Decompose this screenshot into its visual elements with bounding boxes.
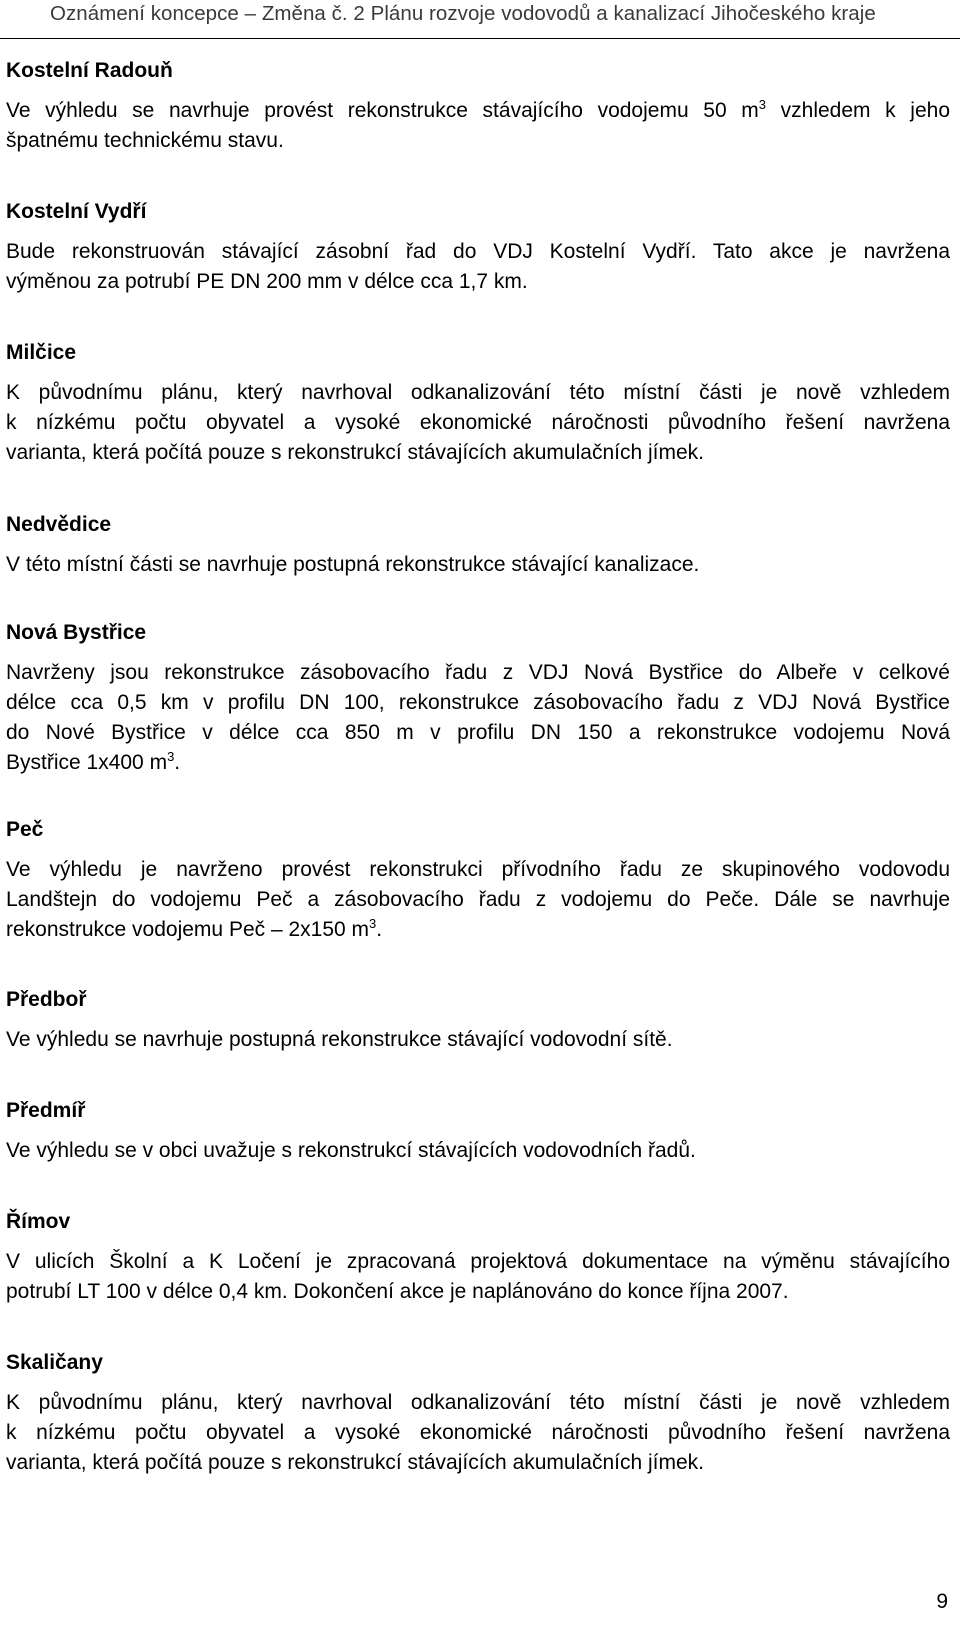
section-nedvedice (6, 510, 950, 580)
section-heading: Milčice (6, 341, 77, 364)
paragraph-line: K původnímu plánu, který navrhoval odkanalizování této místní části je nově vzhledem (6, 1391, 950, 1414)
superscript: 3 (369, 916, 377, 931)
section-paragraph (6, 658, 950, 778)
section-heading: Předmíř (6, 1099, 86, 1122)
section-skalicany (6, 1348, 950, 1478)
section-paragraph (6, 1025, 950, 1055)
paragraph-line: Landštejn do vodojemu Peč a zásobovacího řadu z vodojemu do Peče. Dále se navrhuje (6, 888, 950, 911)
paragraph-line: špatnému technickému stavu. (6, 129, 284, 152)
section-heading: Kostelní Radouň (6, 59, 173, 82)
section-heading: Skaličany (6, 1351, 103, 1374)
section-heading: Peč (6, 818, 44, 841)
section-predmir (6, 1096, 950, 1166)
section-paragraph (6, 550, 950, 580)
section-kostelni-radoun (6, 56, 950, 156)
section-nova-bystrice (6, 618, 950, 778)
paragraph-line: varianta, která počítá pouze s rekonstrukcí stávajících akumulačních jímek. (6, 1451, 704, 1474)
header-divider (0, 38, 960, 39)
paragraph-line: výměnou za potrubí PE DN 200 mm v délce cca 1,7 km. (6, 270, 528, 293)
paragraph-line: K původnímu plánu, který navrhoval odkanalizování této místní části je nově vzhledem (6, 381, 950, 404)
section-heading: Římov (6, 1210, 71, 1233)
paragraph-line: rekonstrukce vodojemu Peč – 2x150 $m^3$. (6, 916, 383, 941)
section-heading: Nedvědice (6, 513, 112, 536)
superscript: 3 (758, 97, 766, 112)
paragraph-line: potrubí LT 100 v délce 0,4 km. Dokončení akce je naplánováno do konce října 2007. (6, 1280, 789, 1303)
section-pec (6, 815, 950, 945)
paragraph-line: Navrženy jsou rekonstrukce zásobovacího řadu z VDJ Nová Bystřice do Albeře v celkové (6, 661, 950, 684)
paragraph-line: V této místní části se navrhuje postupná rekonstrukce stávající kanalizace. (6, 553, 700, 576)
section-paragraph (6, 855, 950, 945)
paragraph-line: Ve výhledu se navrhuje postupná rekonstrukce stávající vodovodní sítě. (6, 1028, 673, 1051)
section-paragraph (6, 1388, 950, 1478)
section-predbor (6, 985, 950, 1055)
paragraph-line: Ve výhledu se v obci uvažuje s rekonstrukcí stávajících vodovodních řadů. (6, 1139, 696, 1162)
document-title: Oznámení koncepce – Změna č. 2 Plánu rozvoje vodovodů a kanalizací Jihočeského kraje (50, 2, 876, 25)
paragraph-line: varianta, která počítá pouze s rekonstrukcí stávajících akumulačních jímek. (6, 441, 704, 464)
section-heading: Kostelní Vydří (6, 200, 147, 223)
section-kostelni-vydri (6, 197, 950, 297)
paragraph-line: délce cca 0,5 km v profilu DN 100, rekonstrukce zásobovacího řadu z VDJ Nová Bystřice (6, 691, 950, 714)
section-paragraph (6, 96, 950, 156)
section-heading: Předboř (6, 988, 87, 1011)
paragraph-line: k nízkému počtu obyvatel a vysoké ekonomické náročnosti původního řešení navržena (6, 411, 950, 434)
section-paragraph (6, 378, 950, 468)
paragraph-line: Bystřice 1x400 $m^3$. (6, 749, 181, 774)
section-paragraph (6, 237, 950, 297)
page-number: 9 (936, 1590, 948, 1613)
paragraph-line: Ve výhledu se navrhuje provést rekonstrukce stávajícího vodojemu 50 $m^3$ vzhledem k jeho (6, 97, 950, 122)
superscript: 3 (167, 749, 175, 764)
section-milcice (6, 338, 950, 468)
section-paragraph (6, 1136, 950, 1166)
page-header (0, 0, 960, 40)
paragraph-line: k nízkému počtu obyvatel a vysoké ekonomické náročnosti původního řešení navržena (6, 1421, 950, 1444)
paragraph-line: Bude rekonstruován stávající zásobní řad do VDJ Kostelní Vydří. Tato akce je navržena (6, 240, 950, 263)
paragraph-line: V ulicích Školní a K Ločení je zpracovaná projektová dokumentace na výměnu stávajícího (6, 1250, 950, 1273)
section-rimov (6, 1207, 950, 1307)
section-paragraph (6, 1247, 950, 1307)
paragraph-line: Ve výhledu je navrženo provést rekonstrukci přívodního řadu ze skupinového vodovodu (6, 858, 950, 881)
paragraph-line: do Nové Bystřice v délce cca 850 m v profilu DN 150 a rekonstrukce vodojemu Nová (6, 721, 950, 744)
section-heading: Nová Bystřice (6, 621, 147, 644)
